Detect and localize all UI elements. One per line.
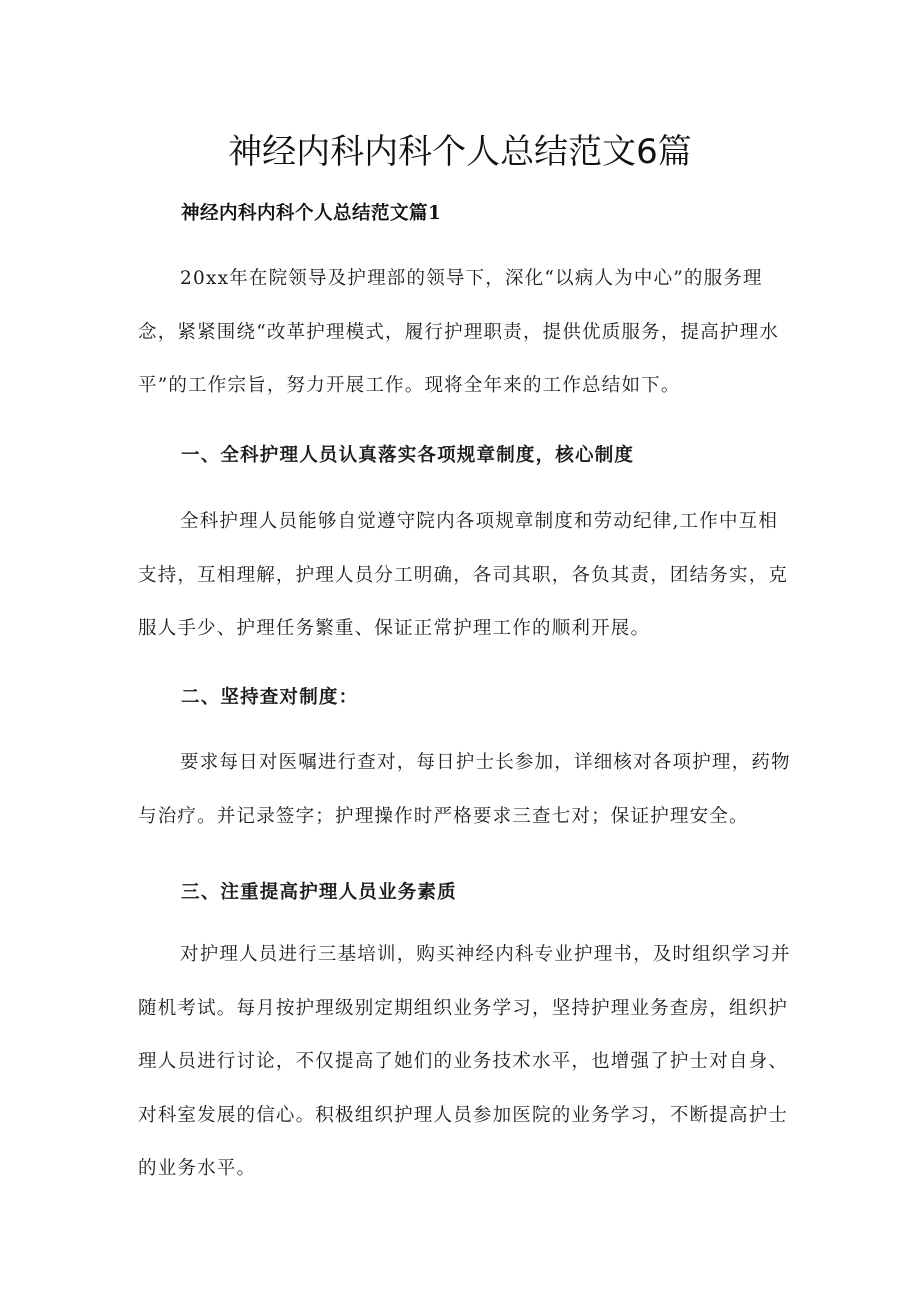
paragraph-section-1 — [138, 495, 798, 656]
paragraph-line: 支持，互相理解，护理人员分工明确，各司其职，各负其责，团结务实，克 — [138, 564, 789, 586]
paragraph-section-3 — [138, 928, 798, 1196]
document-subtitle: 神经内科内科个人总结范文篇1 — [181, 203, 442, 224]
paragraph-line: 要求每日对医嘱进行查对，每日护士长参加，详细核对各项护理，药物 — [180, 752, 791, 773]
section-heading-3: 三、注重提高护理人员业务素质 — [181, 882, 457, 903]
paragraph-line: 理人员进行讨论，不仅提高了她们的业务技术水平，也增强了护士对自身、 — [138, 1051, 789, 1072]
section-heading-2: 二、坚持查对制度： — [181, 687, 359, 708]
paragraph-line: 全科护理人员能够自觉遵守院内各项规章制度和劳动纪律,工作中互相 — [180, 511, 779, 532]
document-title: 神经内科内科个人总结范文6篇 — [228, 132, 692, 172]
paragraph-intro — [138, 252, 798, 413]
paragraph-line: 平”的工作宗旨，努力开展工作。现将全年来的工作总结如下。 — [138, 375, 681, 396]
paragraph-line: 服人手少、护理任务繁重、保证正常护理工作的顺利开展。 — [138, 618, 651, 639]
paragraph-line: 的业务水平。 — [138, 1158, 257, 1179]
paragraph-line: 念，紧紧围绕“改革护理模式，履行护理职责，提供优质服务，提高护理水 — [138, 321, 780, 343]
section-heading-1: 一、全科护理人员认真落实各项规章制度，核心制度 — [181, 445, 635, 466]
paragraph-line: 与治疗。并记录签字；护理操作时严格要求三查七对；保证护理安全。 — [138, 805, 749, 827]
paragraph-line: 随机考试。每月按护理级别定期组织业务学习，坚持护理业务查房，组织护 — [138, 997, 789, 1019]
paragraph-section-2 — [138, 736, 798, 843]
paragraph-line: 20xx年在院领导及护理部的领导下，深化“以病人为中心”的服务理 — [180, 268, 763, 289]
paragraph-line: 对护理人员进行三基培训，购买神经内科专业护理书，及时组织学习并 — [180, 944, 791, 965]
paragraph-line: 对科室发展的信心。积极组织护理人员参加医院的业务学习，不断提高护士 — [138, 1104, 789, 1126]
